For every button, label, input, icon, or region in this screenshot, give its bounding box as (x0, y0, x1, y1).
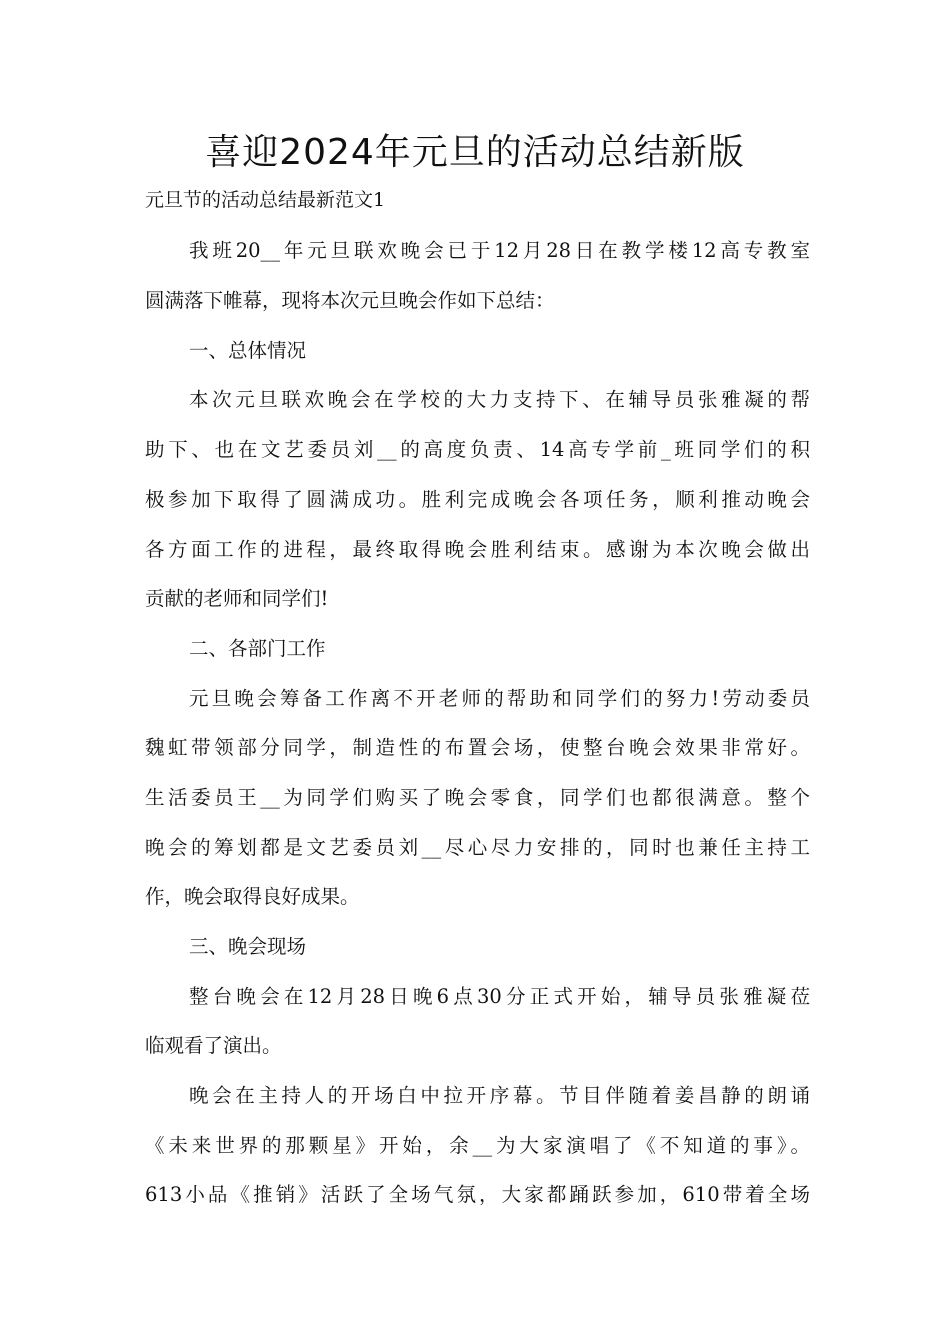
paragraph-line: 晚会在主持人的开场白中拉开序幕。节目伴随着姜昌静的朗诵 (189, 1084, 810, 1107)
paragraph-line: 魏虹带领部分同学，制造性的布置会场，使整台晚会效果非常好。 (145, 736, 810, 759)
paragraph-line: 我班20__年元旦联欢晚会已于12月28日在教学楼12高专教室 (189, 239, 810, 262)
paragraph-line: 元旦晚会筹备工作离不开老师的帮助和同学们的努力!劳动委员 (189, 687, 810, 710)
paragraph-line: 613小品《推销》活跃了全场气氛，大家都踊跃参加，610带着全场 (145, 1183, 810, 1206)
section-heading: 二、各部门工作 (189, 637, 326, 660)
paragraph-line: 作，晚会取得良好成果。 (145, 885, 360, 908)
paragraph-line: 贡献的老师和同学们! (145, 587, 329, 610)
paragraph-line: 本次元旦联欢晚会在学校的大力支持下、在辅导员张雅凝的帮 (189, 388, 810, 411)
section-heading: 一、总体情况 (189, 339, 307, 362)
section-heading: 三、晚会现场 (189, 935, 307, 958)
document-subtitle: 元旦节的活动总结最新范文1 (145, 189, 386, 211)
paragraph-line: 极参加下取得了圆满成功。胜利完成晚会各项任务，顺利推动晚会 (145, 488, 810, 511)
paragraph-line: 圆满落下帷幕，现将本次元旦晚会作如下总结： (145, 289, 555, 312)
paragraph-line: 临观看了演出。 (145, 1034, 282, 1057)
paragraph-line: 各方面工作的进程，最终取得晚会胜利结束。感谢为本次晚会做出 (145, 538, 810, 561)
paragraph-line: 助下、也在文艺委员刘__的高度负责、14高专学前_班同学们的积 (145, 438, 810, 461)
paragraph-line: 生活委员王__为同学们购买了晚会零食，同学们也都很满意。整个 (145, 786, 810, 809)
document-title: 喜迎2024年元旦的活动总结新版 (205, 132, 745, 173)
paragraph-line: 晚会的筹划都是文艺委员刘__尽心尽力安排的，同时也兼任主持工 (145, 836, 810, 859)
paragraph-line: 《未来世界的那颗星》开始，余__为大家演唱了《不知道的事》。 (145, 1134, 810, 1157)
paragraph-line: 整台晚会在12月28日晚6点30分正式开始，辅导员张雅凝莅 (189, 985, 810, 1008)
